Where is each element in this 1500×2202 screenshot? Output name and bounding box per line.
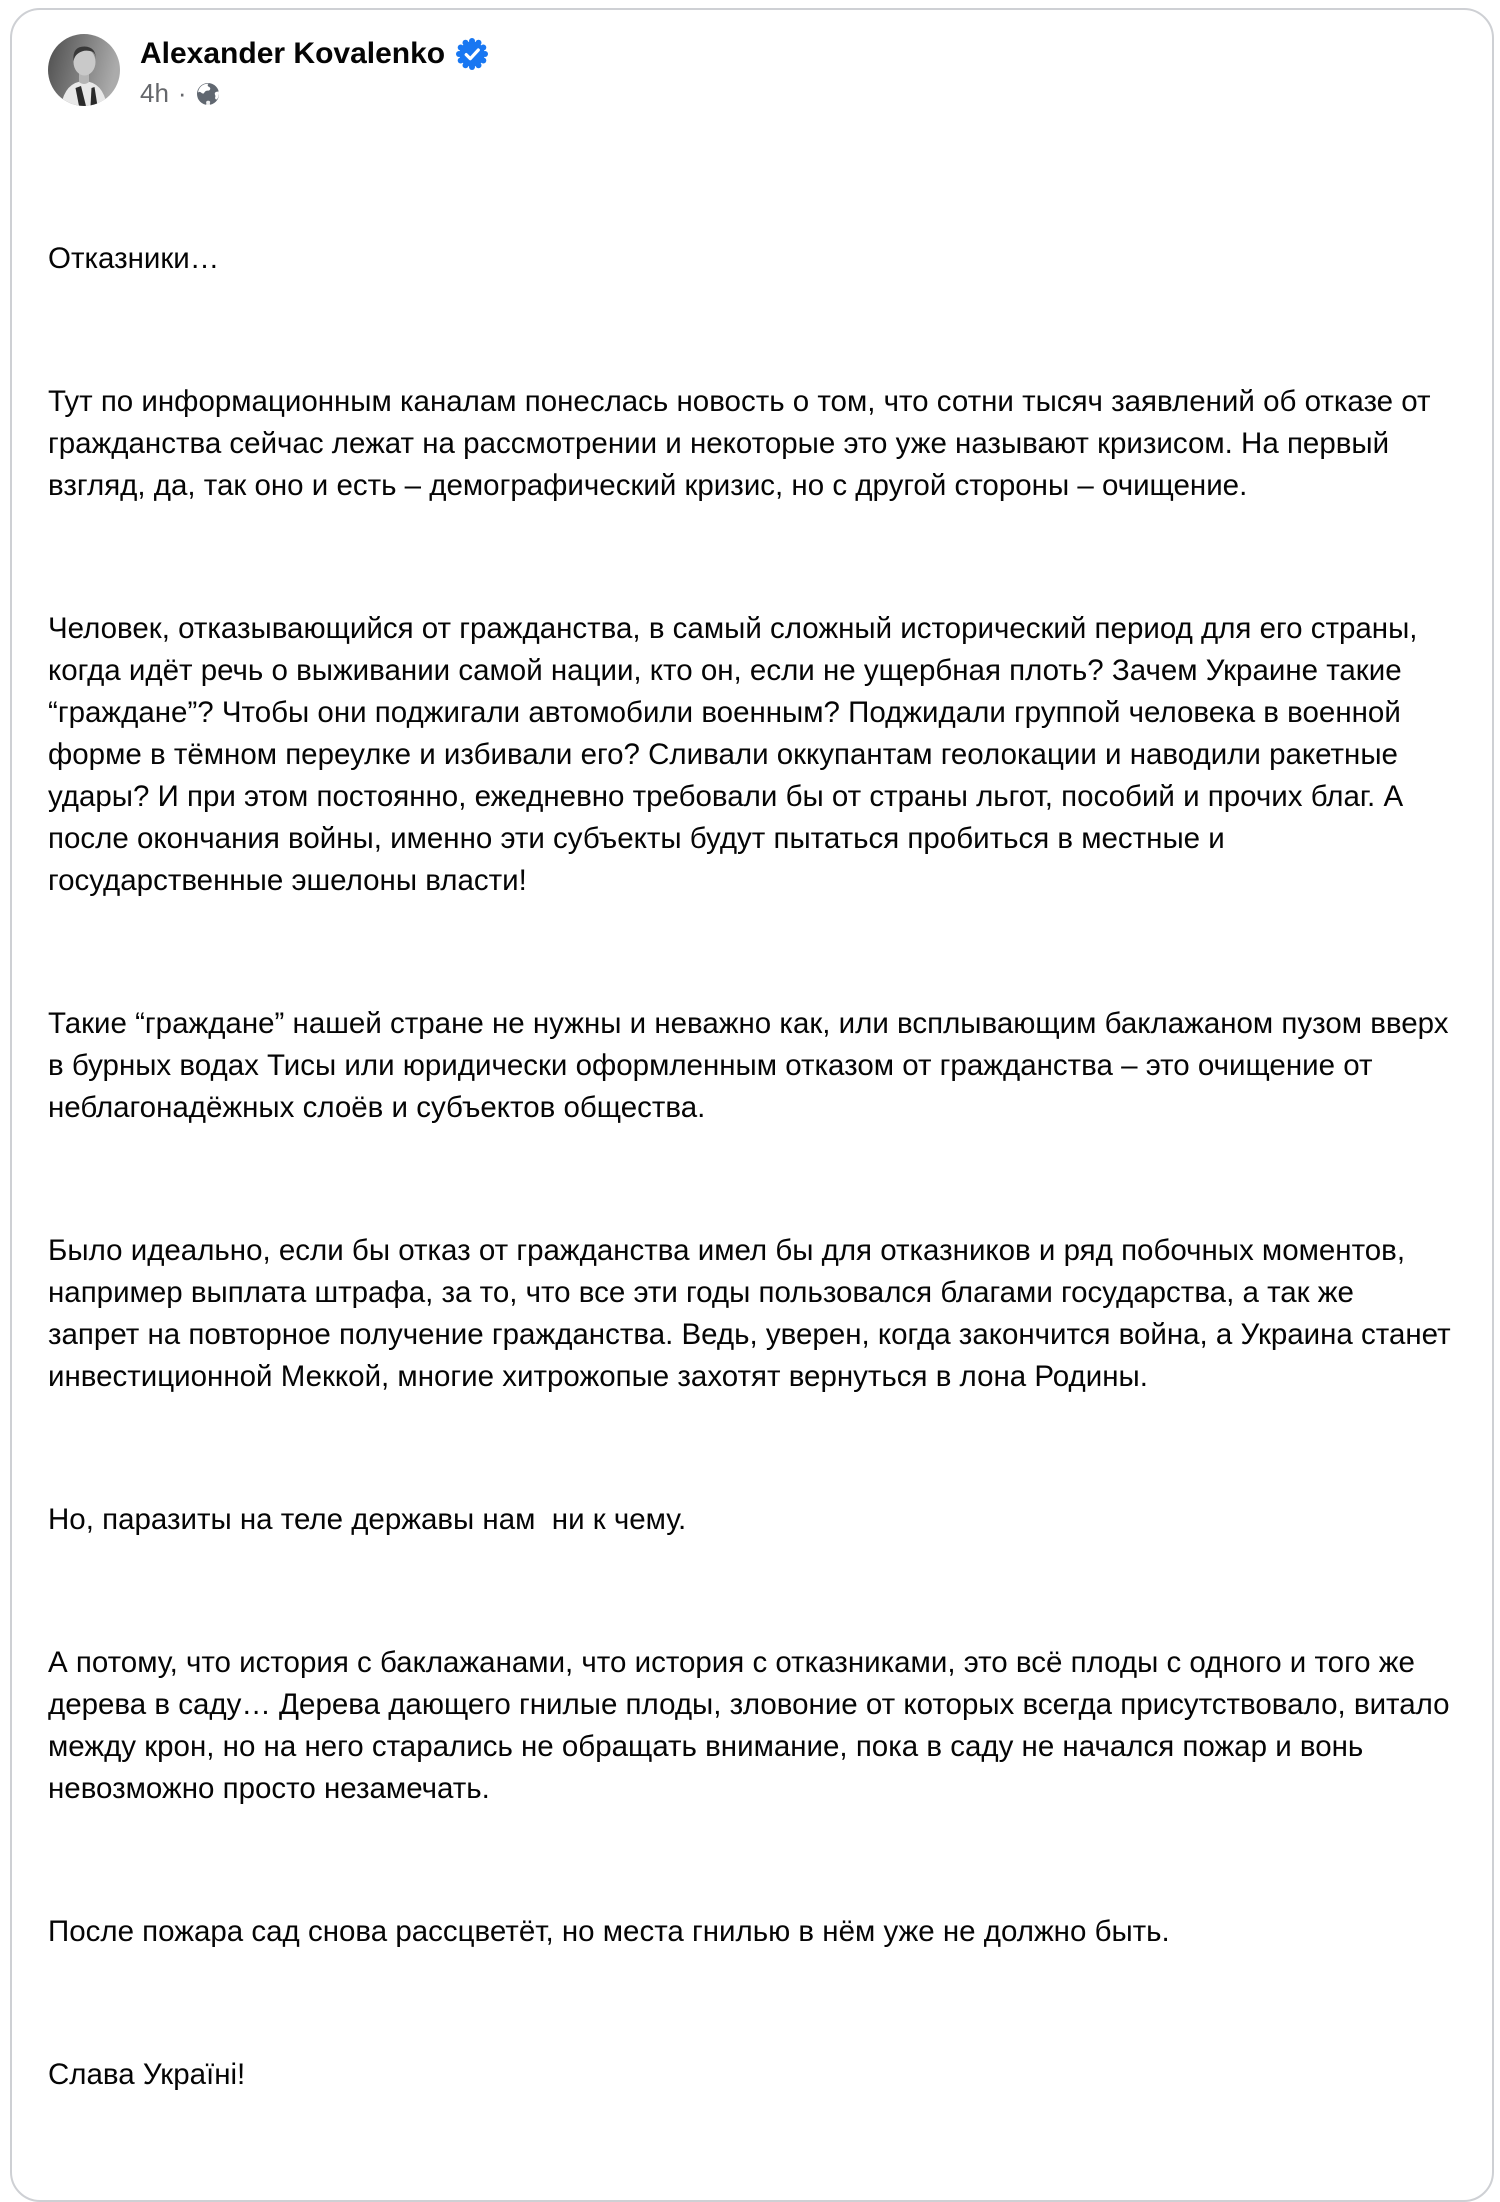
post-paragraph: Отказники… [48, 242, 220, 275]
post-paragraph: Тут по информационным каналам понеслась новость о том, что сотни тысяч заявлений об отказе от гражданства сейчас лежат на рассмотрении и некоторые это уже называют кризисом. На первый взгляд, да, так оно и есть – демографический кризис, но с другой стороны – очищение. [48, 385, 1439, 502]
globe-icon [196, 82, 220, 106]
post-body [48, 154, 1459, 2180]
post-paragraph: Но, паразиты на теле державы нам ни к чему. [48, 1503, 687, 1536]
meta-row [140, 78, 487, 108]
avatar[interactable] [48, 34, 120, 106]
dot-separator: · [177, 78, 187, 108]
post-header [48, 34, 1452, 108]
post-paragraph: Слава Україні! [48, 2058, 246, 2091]
header-info [140, 34, 487, 108]
post-card [10, 8, 1494, 2202]
post-paragraph: После пожара сад снова рассцветёт, но места гнилью в нём уже не должно быть. [48, 1915, 1170, 1948]
post-paragraph: Такие “граждане” нашей стране не нужны и неважно как, или всплывающим баклажаном пузом вверх в бурных водах Тисы или юридически оформленным отказом от гражданства – это очищение от неблагонадёжных слоёв и субъектов общества. [48, 1007, 1457, 1124]
post-paragraph: Человек, отказывающийся от гражданства, в самый сложный исторический период для его страны, когда идёт речь о выживании самой нации, кто он, если не ущербная плоть? Зачем Украине такие “граждане”? Чтобы они поджигали автомобили военным? Поджидали группой человека в военной форме в тёмном переулке и избивали его? Сливали оккупантам геолокации и наводили ракетные удары? И при этом постоянно, ежедневно требовали бы от страны льгот, пособий и прочих благ. А после окончания войны, именно эти субъекты будут пытаться пробиться в местные и государственные эшелоны власти! [48, 612, 1426, 897]
post-paragraph: Было идеально, если бы отказ от гражданства имел бы для отказников и ряд побочных моментов, например выплата штрафа, за то, что все эти годы пользовался благами государства, а так же запрет на повторное получение гражданства. Ведь, уверен, когда закончится война, а Украина станет инвестиционной Меккой, многие хитрожопые захотят вернуться в лона Родины. [48, 1234, 1459, 1393]
author-name[interactable]: Alexander Kovalenko [140, 37, 446, 70]
timestamp[interactable]: 4h [140, 78, 169, 108]
avatar-photo [48, 34, 120, 106]
name-row [140, 36, 487, 72]
verified-badge-icon [457, 39, 487, 69]
post-paragraph: А потому, что история с баклажанами, что история с отказниками, это всё плоды с одного и того же дерева в саду… Дерева дающего гнилые плоды, зловоние от которых всегда присутствовало, витало между крон, но на него старались не обращать внимание, пока в саду не начался пожар и вонь невозможно просто незамечать. [48, 1646, 1458, 1805]
